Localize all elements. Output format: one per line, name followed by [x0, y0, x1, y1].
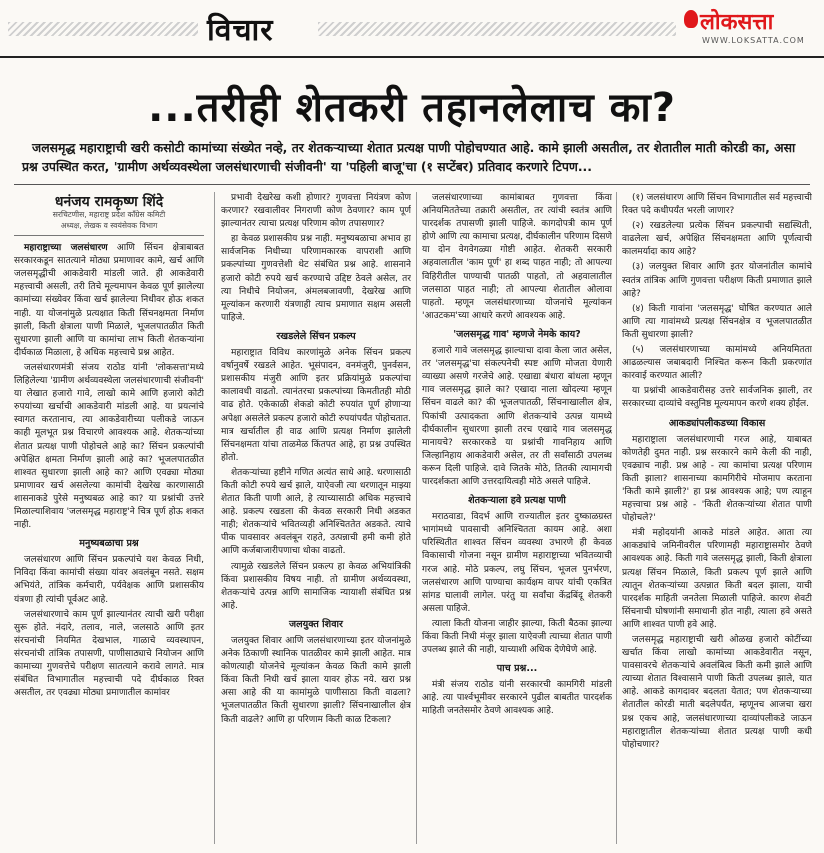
logo-icon — [684, 10, 698, 28]
subheading-text: जलयुक्त शिवार — [285, 619, 347, 630]
paragraph: जलसंधारणमंत्री संजय राठोड यांनी 'लोकसत्ता'मध्ये लिहिलेल्या 'ग्रामीण अर्थव्यवस्थेला जलसंधारणाची संजीवनी' या लेखात हजारो गावे, लाखो कामे आणि हजारो कोटी रुपयांच्या खर्चाची आकडेवारी मांडली आहे. या प्रयत्नांचे स्वागत करतानाच, त्या आकडेवारीच्या पलीकडे जाऊन काही मूलभूत प्रश्न विचारणे आवश्यक आहे. शेतकऱ्यांच्या शेतात प्रत्यक्ष पाणी पोहोचले आहे का? सिंचन प्रकल्पांची अपेक्षित क्षमता निर्माण झाली आहे का? भूजलपातळीत शाश्वत सुधारणा झाली आहे का? आणि एवढ्या मोठ्या प्रमाणावर खर्च असलेल्या कामांची देखरेख कारणासाठी शासनाकडे पुरेसे मनुष्यबळ आहे का? या प्रश्नांची उत्तरे मिळाल्याशिवाय 'जलसमृद्ध महाराष्ट्र'ने चित्र पूर्ण होऊ शकत नाही. — [14, 362, 204, 531]
paragraph: त्याला किती योजना जाहीर झाल्या, किती बैठका झाल्या किंवा किती निधी मंजूर झाला याऐवजी त्याच्या शेतात पाणी उपलब्ध झाले की नाही, याच्याशी अधिक देणेघेणे आहे. — [422, 618, 612, 656]
paragraph: जलसंधारणाच्या कामांबाबत गुणवत्ता किंवा अनियमिततेच्या तक्रारी असतील, तर त्यांची स्वतंत्र आणि पारदर्शक तपासणी झाली पाहिजे. कागदोपत्री काम पूर्ण होणे आणि त्या कामाचा प्रत्यक्ष, दीर्घकालीन परिणाम दिसणे या दोन वेगवेगळ्या गोष्टी आहेत. शेतकरी सरकारी अहवालातील 'काम पूर्ण' हा शब्द पाहत नाही; तो आपल्या विहिरीतील पाण्याची पातळी पाहतो, तो अहवालातील जलसाठा पाहत नाही; तो आपल्या शेतातील ओलावा पाहतो. म्हणून जलसंधारणाच्या योजनांचे मूल्यांकन 'आउटकम'च्या आधारे करणे आवश्यक आहे. — [422, 193, 612, 321]
subheading-text: मनुष्यबळाचा प्रश्न — [75, 538, 142, 549]
column-divider — [616, 192, 617, 844]
paragraph: महाराष्ट्रात विविध कारणांमुळे अनेक सिंचन प्रकल्प वर्षानुवर्षे रखडले आहेत. भूसंपादन, वनमंजुरी, पुनर्वसन, प्रशासकीय मंजुरी आणि इतर प्रक्रियांमुळे प्रकल्पांचा कालावधी वाढतो. त्यानंतरचा प्रकल्पांच्या किमतीतही मोठी वाढ होते. एकेकाळी शेकडो कोटी रुपयांत पूर्ण होणाऱ्या अपेक्षा असलेले प्रकल्प हजारो कोटी रुपयांपर्यंत पोहोचतात. मात्र खर्चातील ही वाढ आणि प्रत्यक्ष निर्माण झालेली सिंचनक्षमता यांचा ताळमेळ किंतपत आहे, हा प्रश्न उपस्थित होतो. — [221, 348, 411, 463]
subheading — [422, 328, 612, 341]
subheading — [422, 494, 612, 507]
paragraph: जलसमृद्ध महाराष्ट्राची खरी ओळख हजारो कोटींच्या खर्चात किंवा लाखो कामांच्या आकडेवारीत नसून, पावसावरचे शेतकऱ्यांचे अवलंबित्व किती कमी झाले आणि त्याच्या शेतात विश्वासाने पाणी किती उपलब्ध झाले, यात आहे. आकडे कागदावर बदलता येतात; पण शेतकऱ्याच्या शेतातील कोरडी माती बदलेपर्यंत, म्हणूनच आजचा खरा प्रश्न एकच आहे, जलसंधारणाच्या दाव्यांपलीकडे जाऊन महाराष्ट्रातील शेतकऱ्यांच्या शेतात प्रत्यक्ष पाणी कधी पोहोचणार? — [622, 635, 812, 750]
author-block — [14, 196, 204, 236]
question-item: (२) रखडलेल्या प्रत्येक सिंचन प्रकल्पाची सद्यस्थिती, वाढलेला खर्च, अपेक्षित सिंचनक्षमता आणि पूर्णत्वाची कालमर्यादा काय आहे? — [622, 221, 812, 258]
column-divider — [214, 192, 215, 844]
paragraph: जलयुक्त शिवार आणि जलसंधारणाच्या इतर योजनांमुळे अनेक ठिकाणी स्थानिक पातळीवर कामे झाली आहेत. मात्र कोणत्याही योजनेचे मूल्यांकन केवळ किती कामे झाली किंवा किती निधी खर्च झाला यावर होऊ नये. खरा प्रश्न असा आहे की या कामांमुळे पाणीसाठा किती वाढला? भूजलपातळीत किती सुधारणा झाली? सिंचनाखालील क्षेत्र किती वाढले? आणि हा परिणाम किती काळ टिकला? — [221, 636, 411, 725]
question-item: (४) किती गावांना 'जलसमृद्ध' घोषित करण्यात आले आणि त्या गावांमध्ये प्रत्यक्ष सिंचनक्षेत्र व भूजलपातळीत किती सुधारणा झाली? — [622, 303, 812, 340]
section-label: विचार — [207, 13, 274, 48]
author-role: अध्यक्ष, लेखक व स्वयंसेवक विभाग — [60, 221, 158, 231]
column-2 — [221, 192, 411, 844]
column-1 — [14, 192, 204, 844]
subheading — [221, 330, 411, 343]
column-divider — [416, 192, 417, 844]
subheading-text: शेतकऱ्याला हवे प्रत्यक्ष पाणी — [464, 495, 570, 506]
question-item: (३) जलयुक्त शिवार आणि इतर योजनांतील कामांचे स्वतंत्र तांत्रिक आणि गुणवत्ता परीक्षण किती प्रमाणात झाले आहे? — [622, 262, 812, 299]
strap: जलसमृद्ध महाराष्ट्राची खरी कसोटी कामांच्या संख्येत नव्हे, तर शेतकऱ्याच्या शेतात प्रत्यक्ष पाणी पोहोचण्यात आहे. कामे झाली असतील, तर शेतातील माती कोरडी का, असा प्रश्न उपस्थित करत, 'ग्रामीण अर्थव्यवस्थेला जलसंधारणाची संजीवनी' या 'पहिली बाजू'चा (१ सप्टेंबर) प्रतिवाद करणारे टिपण... — [22, 140, 796, 174]
paragraph: हजारो गावे जलसमृद्ध झाल्याचा दावा केला जात असेल, तर 'जलसमृद्ध'चा संकल्पनेची स्पष्ट आणि मोजता येणारी व्याख्या असणे गरजेचे आहे. एखाद्या बंधारा बांधला म्हणून गाव जलसमृद्ध झाले का? एखादा नाला खोदल्या म्हणून सिंचन वाढले का? की भूजलपातळी, सिंचनाखालील क्षेत्र, पिकांची उत्पादकता आणि शेतकऱ्यांचे उत्पन्न यामध्ये दीर्घकालीन सुधारणा झाली तरच एखादे गाव जलसमृद्ध मानायचे? सरकारकडे या प्रश्नांची गावनिहाय आणि जिल्हानिहाय आकडेवारी असेल, तर ती सर्वांसाठी उपलब्ध करून दिली पाहिजे. दावे जितके मोठे, तितकी त्यामागची पारदर्शकता आणि उत्तरदायित्वही मोठे असले पाहिजे. — [422, 346, 612, 487]
paragraph: महाराष्ट्राला जलसंधारणाची गरज आहे, याबाबत कोणतेही दुमत नाही. प्रश्न सरकारने कामे केली की नाही, एवढ्याच नाही. प्रश्न आहे - त्या कामांचा प्रत्यक्ष परिणाम किती झाला? शासनाच्या कामगिरीचे मोजमाप करताना 'किती कामे झाली?' हा प्रश्न आवश्यक आहे; पण त्याहून महत्त्वाचा प्रश्न आहे - 'किती शेतकऱ्यांच्या शेतात पाणी पोहोचले?' — [622, 434, 812, 524]
logo-url: WWW.LOKSATTA.COM — [702, 36, 805, 45]
author-name: धनंजय रामकृष्ण शिंदे — [54, 194, 164, 210]
section-pattern-right — [318, 22, 676, 36]
section-pattern-left — [8, 22, 198, 36]
paragraph: प्रभावी देखरेख कशी होणार? गुणवत्ता नियंत्रण कोण करणार? रखवालीवर निगराणी कोण ठेवणार? काम पूर्ण झाल्यानंतर त्याचा प्रत्यक्ष परिणाम कोण तपासणार? — [221, 193, 411, 230]
subheading — [422, 662, 612, 675]
paragraph: हा केवळ प्रशासकीय प्रश्न नाही. मनुष्यबळाचा अभाव हा सार्वजनिक निधीच्या परिणामकारक वापराशी आणि प्रकल्पांच्या गुणवत्तेशी थेट संबंधित प्रश्न आहे. शासनाने हजारो कोटी रुपये खर्च करण्याचे उद्दिष्ट ठेवले असेल, तर त्या निधीचे नियोजन, अंमलबजावणी, देखरेख आणि मूल्यांकन करणारी यंत्रणाही त्याच प्रमाणात सक्षम असली पाहिजे. — [221, 234, 411, 323]
paragraph: मराठवाडा, विदर्भ आणि राज्यातील इतर दुष्काळग्रस्त भागांमध्ये पावसाची अनिश्चितता कायम आहे. अशा परिस्थितीत शाश्वत सिंचन व्यवस्था उभारणे ही केवळ विकासाची गोजना नसून ग्रामीण महाराष्ट्राच्या भवितव्याची गरज आहे. मोठे प्रकल्प, लघु सिंचन, भूजल पुनर्भरण, जलसंधारण आणि पाण्याचा कार्यक्षम वापर यांची एकत्रित सांगड घालावी लागेल. परंतु या सर्वांचा केंद्रबिंदू शेतकरी असला पाहिजे. — [422, 512, 612, 614]
subheading — [14, 537, 204, 550]
masthead — [0, 0, 824, 58]
paragraph: त्यामुळे रखडलेले सिंचन प्रकल्प हा केवळ अभियांत्रिकी किंवा प्रशासकीय विषय नाही. तो ग्रामीण अर्थव्यवस्था, शेतकऱ्यांचे उत्पन्न आणि सामाजिक न्यायाशी संबंधित प्रश्न आहे. — [221, 561, 411, 611]
subheading — [221, 618, 411, 631]
paragraph — [14, 242, 204, 360]
loksatta-logo[interactable] — [684, 6, 814, 48]
paragraph: मंत्री संजय राठोड यांनी सरकारची कामगिरी मांडली आहे. त्या पार्श्वभूमीवर सरकारने पुढील बाबतीत पारदर्शक माहिती जनतेसमोर ठेवणे आवश्यक आहे. — [422, 680, 612, 717]
subheading-text: 'जलसमृद्ध गाव' म्हणजे नेमके काय? — [449, 329, 584, 340]
question-item: (५) जलसंधारणाच्या कामांमध्ये अनियमितता आढळल्यास जबाबदारी निश्चित करून किती प्रकरणांत कारवाई करण्यात आली? — [622, 345, 812, 382]
headline: ...तरीही शेतकरी तहानलेलाच का? — [148, 85, 676, 131]
paragraph-text: आणि सिंचन क्षेत्राबाबत सरकारकडून सातत्याने मोठ्या प्रमाणावर कामे, खर्च आणि जलसमृद्धीची आकडेवारी मांडली जाते. ही आकडेवारी महत्त्वाची असली, तरी तिचे मूल्यमापन केवळ पूर्ण झालेल्या कामांच्या संख्येवर किंवा खर्च झालेल्या निधीवर होऊ शकत नाही. या योजनांमुळे प्रत्यक्षात किती सिंचनक्षमता निर्माण झाली, किती क्षेत्राला पाणी मिळाले, भूजलपातळीत किती सुधारणा झाली आणि या कामांचा लाभ किती शेतकऱ्यांना दीर्घकाळ मिळाला, हे अधिक महत्त्वाचे प्रश्न आहेत. — [14, 243, 204, 358]
paragraph: जलसंधारण आणि सिंचन प्रकल्पांचे यश केवळ निधी, निविदा किंवा कामांची संख्या यांवर अवलंबून नसते. सक्षम अभियंते, तांत्रिक कर्मचारी, पर्यवेक्षक आणि प्रशासकीय यंत्रणा ही त्यांची पूर्वअट आहे. — [14, 555, 204, 605]
lead-text: महाराष्ट्राच्या जलसंधारण — [24, 243, 108, 254]
question-item: (१) जलसंधारण आणि सिंचन विभागातील सर्व महत्त्वाची रिक्त पदे कधीपर्यंत भरली जाणार? — [622, 193, 812, 217]
column-4 — [622, 192, 812, 844]
paragraph: शेतकऱ्यांच्या हष्टीने गणित अत्यंत साधे आहे. धरणासाठी किती कोटी रुपये खर्च झाले, याऐवजी त्या धरणातून माझ्या शेतात किती पाणी आले, हे त्याच्यासाठी अधिक महत्त्वाचे आहे. प्रकल्प रखडला की केवळ सरकारी निधी अडकत नाही; शेतकऱ्यांचे भवितव्यही अनिश्चिततेत अडकते. त्याचे पीक पावसावर अवलंबून राहते, उत्पन्नाची हमी कमी होते आणि कर्जबाजारीपणाचा धोका वाढतो. — [221, 467, 411, 557]
paragraph: मंत्री महोदयांनी आकडे मांडले आहेत. आता त्या आकड्यांचे जमिनीवरील परिणामही महाराष्ट्रासमोर ठेवणे आवश्यक आहे. किती गावे जलसमृद्ध झाली, किती क्षेत्राला प्रत्यक्ष सिंचन मिळाले, किती प्रकल्प पूर्ण झाले आणि त्यातून शेतकऱ्यांच्या उत्पन्नात किती बदल झाला, याची पारदर्शक माहिती जनतेला मिळाली पाहिजे. कारण शेवटी सिंचनाची घोषणांनी समाधानी होत नाही, त्याला हवे असते आणि शाश्वत पाणी हवे आहे. — [622, 528, 812, 630]
subheading — [622, 417, 812, 430]
paragraph: जलसंधारणाचे काम पूर्ण झाल्यानंतर त्याची खरी परीक्षा सुरू होते. नंदारे, तलाव, नाले, जलसाठे आणि इतर संरचनांची नियमित देखभाल, गाळाचे व्यवस्थापन, संरचनांची तांत्रिक तपासणी, पाणीसाठ्याचे नियोजन आणि कामाच्या गुणवत्तेचे परीक्षण सातत्याने करावे लागते. मात्र संबंधित विभागातील महत्त्वाची पदे दीर्घकाळ रिक्त असतील, तर एवढ्या मोठ्या प्रमाणातील कामांवर — [14, 609, 204, 699]
logo-name: लोकसत्ता — [700, 10, 774, 35]
paragraph: या प्रश्नांची आकडेवारीसह उत्तरे सार्वजनिक झाली, तर सरकारच्या दाव्यांचे वस्तुनिष्ठ मूल्यमापन करणे शक्य होईल. — [622, 386, 812, 410]
subheading-text: रखडलेले सिंचन प्रकल्प — [272, 331, 359, 342]
header-rule — [14, 184, 810, 185]
author-role: सरचिटणीस, महाराष्ट्र प्रदेश काँग्रेस कमिटी — [52, 210, 166, 220]
subheading-text: पाच प्रश्न... — [493, 663, 542, 674]
subheading-text: आकड्यांपलीकडच्या विकास — [665, 418, 769, 429]
author-rule — [14, 235, 204, 236]
column-3 — [422, 192, 612, 844]
